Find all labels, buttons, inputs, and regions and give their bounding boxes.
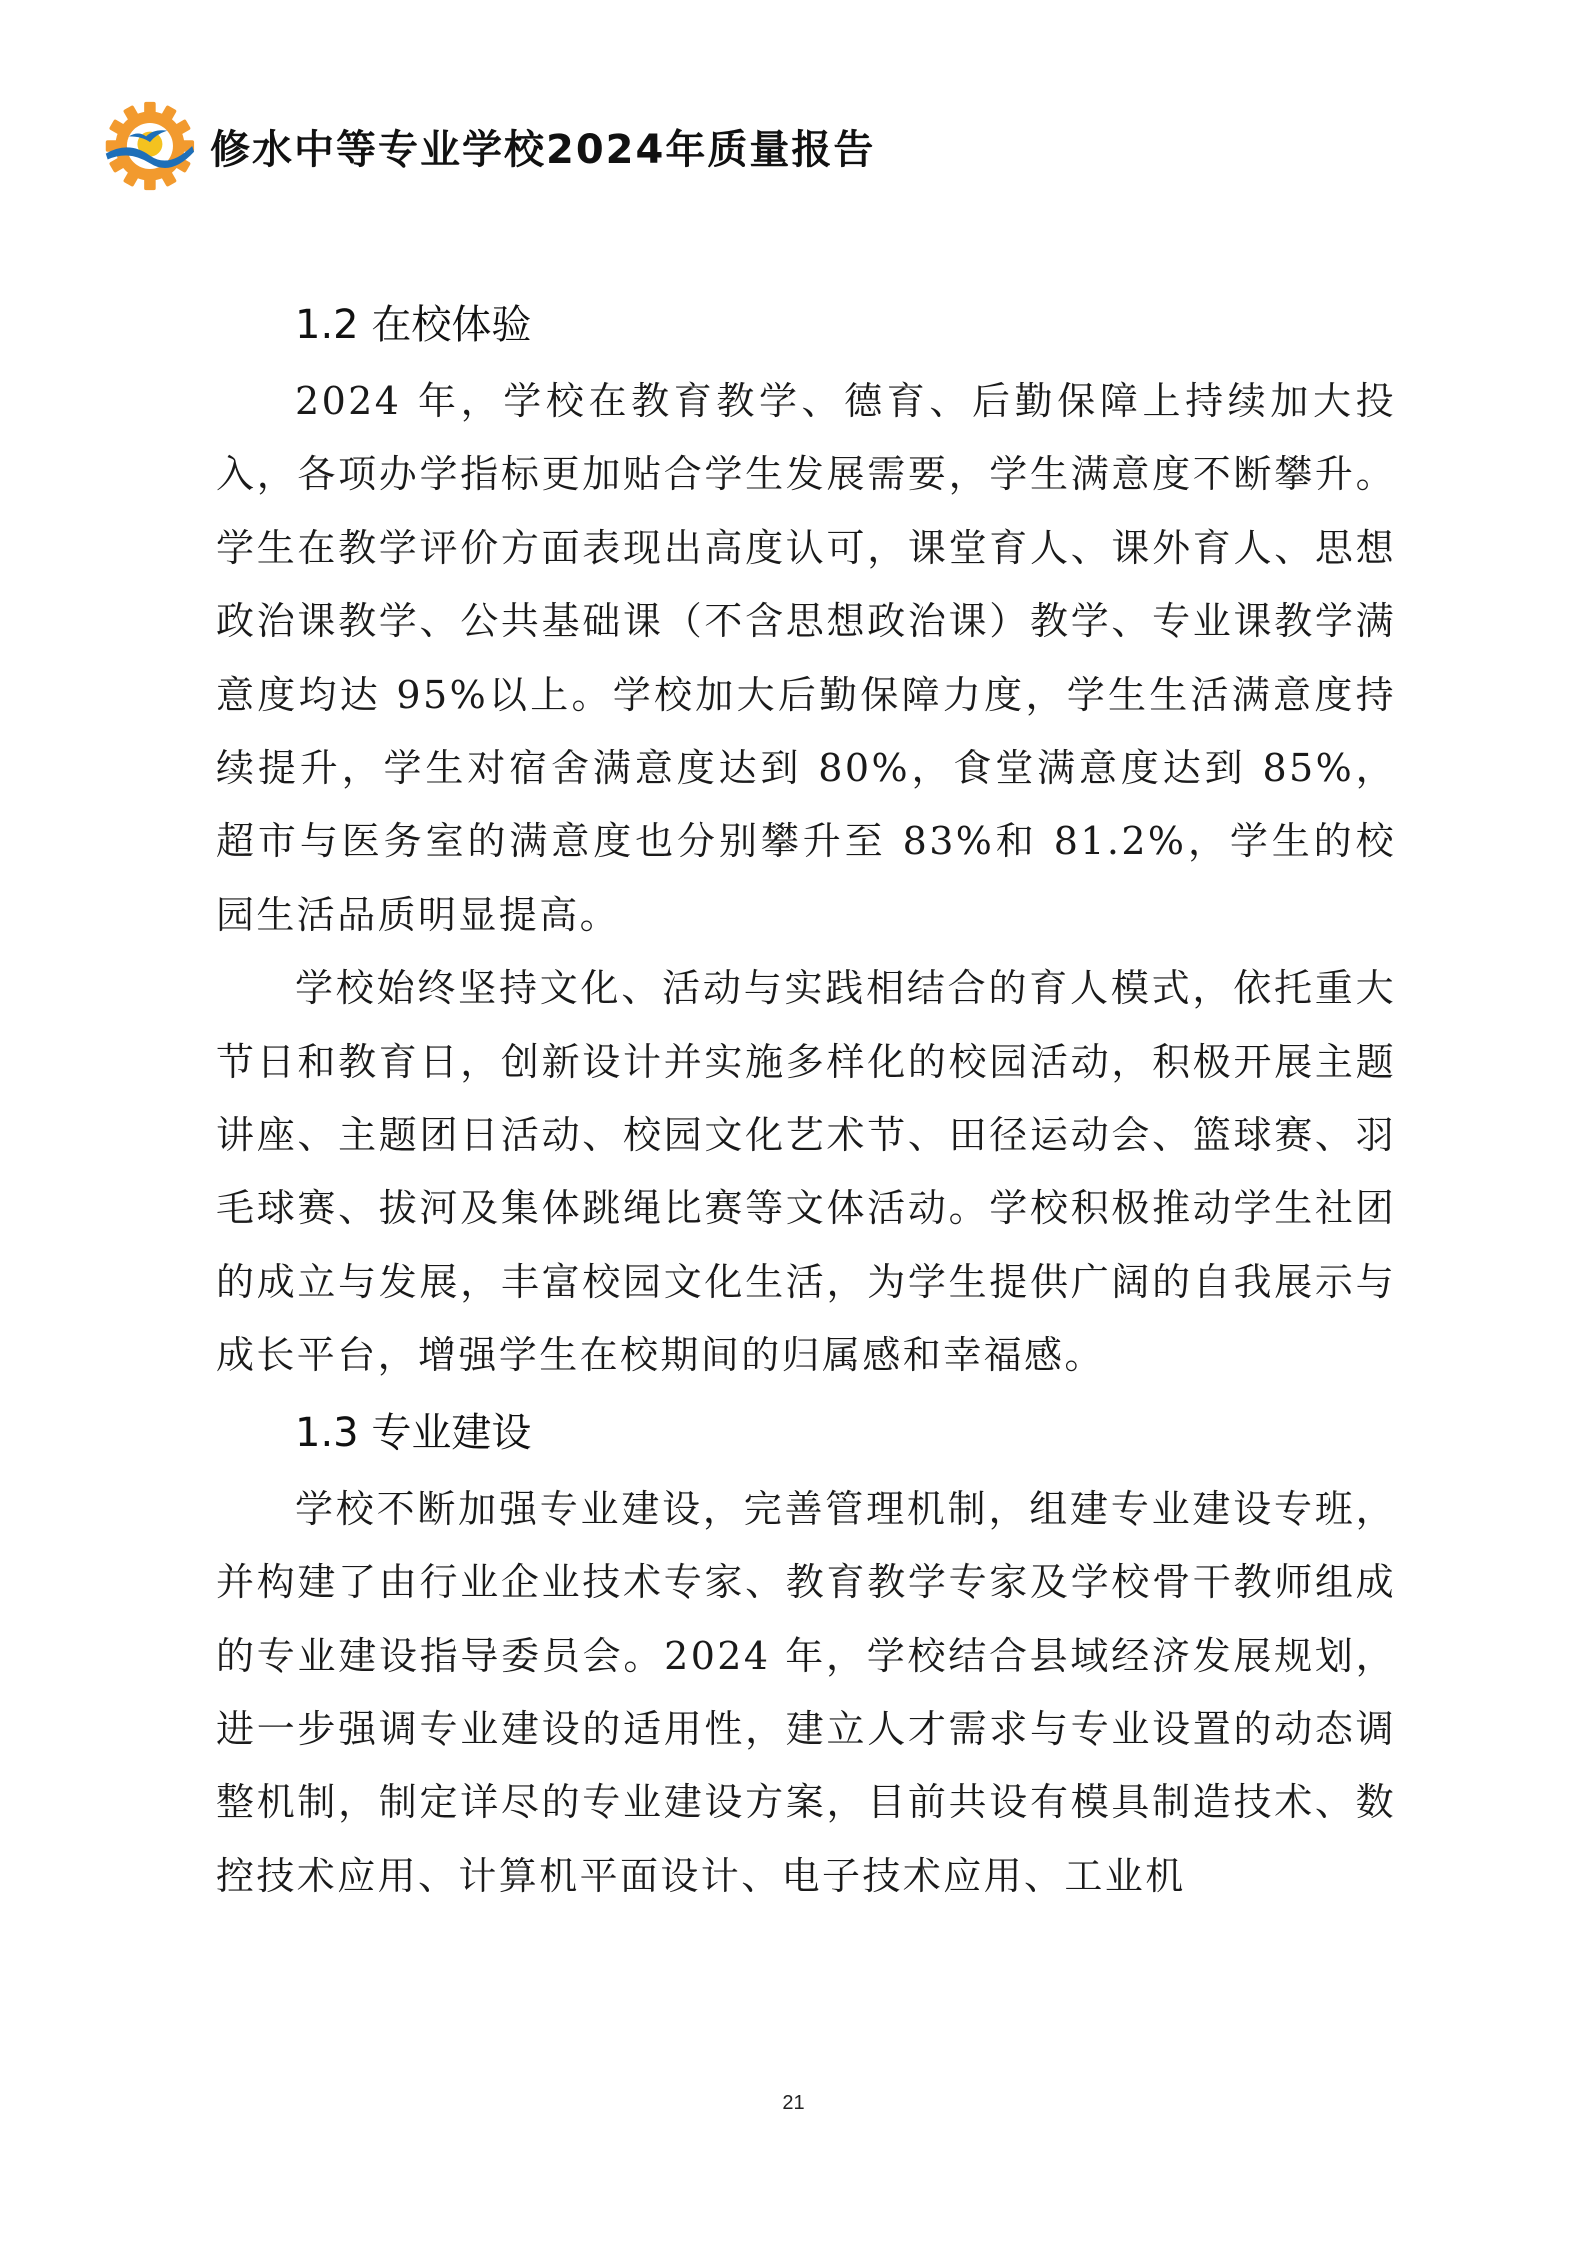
section-heading: 1.3 专业建设 [295,1409,532,1456]
paragraph: 2024 年，学校在教育教学、德育、后勤保障上持续加大投入，各项办学指标更加贴合学生发展需要，学生满意度不断攀升。学生在教学评价方面表现出高度认可，课堂育人、课外育人、思想政治课教学、公共基础课（不含思想政治课）教学、专业课教学满意度均达 95%以上。学校加大后勤保障力度，学生生活满意度持续提升，学生对宿舍满意度达到 80%，食堂满意度达到 85%，超市与医务室的满意度也分别攀升至 83%和 81.2%，学生的校园生活品质明显提高。 [216,379,1396,937]
gear-sun-bird-logo-icon [100,98,196,194]
page-number: 21 [782,2092,805,2114]
main-content [216,285,1396,1913]
paragraph: 学校始终坚持文化、活动与实践相结合的育人模式，依托重大节日和教育日，创新设计并实施多样化的校园活动，积极开展主题讲座、主题团日活动、校园文化艺术节、田径运动会、篮球赛、羽毛球赛、拔河及集体跳绳比赛等文体活动。学校积极推动学生社团的成立与发展，丰富校园文化生活，为学生提供广阔的自我展示与成长平台，增强学生在校期间的归属感和幸福感。 [216,966,1396,1378]
page-header [100,96,875,196]
section-heading: 1.2 在校体验 [295,302,532,348]
report-title: 修水中等专业学校2024年质量报告 [210,126,876,173]
paragraph: 学校不断加强专业建设，完善管理机制，组建专业建设专班，并构建了由行业企业技术专家、教育教学专家及学校骨干教师组成的专业建设指导委员会。2024 年，学校结合县域经济发展规划，进一步强调专业建设的适用性，建立人才需求与专业设置的动态调整机制，制定详尽的专业建设方案，目前共设有模具制造技术、数控技术应用、计算机平面设计、电子技术应用、工业机 [216,1486,1396,1898]
